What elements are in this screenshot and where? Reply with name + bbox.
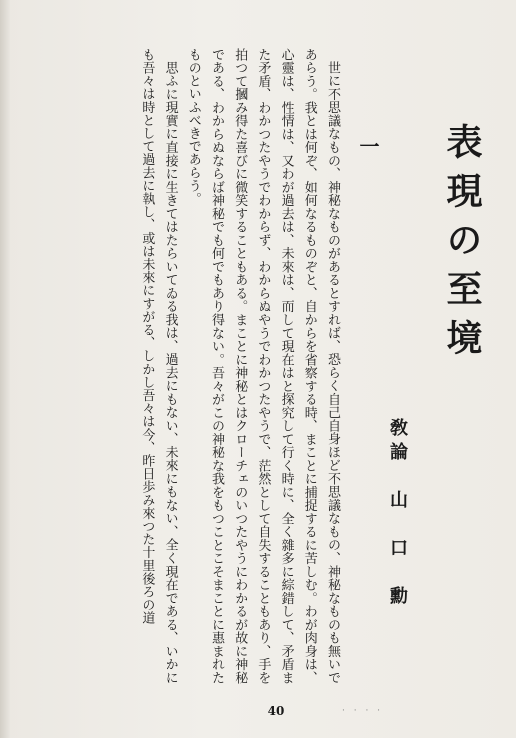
paragraph: 思ふに現實に直接に生きてはたらいてゐる我は、過去にもない、未來にもない、全く現在である、いかにも吾々は時として過去に執し、或は未來にすがる、しかし吾々は今、昨日歩み來つた十里後ろの道 bbox=[139, 48, 178, 684]
book-gutter bbox=[0, 0, 10, 738]
section-number: 一 bbox=[356, 136, 380, 156]
article-title: 表現の至境 bbox=[441, 123, 483, 368]
author-byline: 敎論 山 口 勳 bbox=[387, 418, 408, 610]
paragraph: 世に不思議なもの、神秘なものがあるとすれば、恐らく自己自身ほど不思議なもの、神秘なものも無いであらう。我とは何ぞ、如何なるものぞと、自からを省察する時、まことに捕捉するに苦しむ。わが肉身は、心靈は、性情は、又わが過去は、未來は、而して現在はと探究して行く時に、全く雜多に綜錯して、矛盾また矛盾、わかつたやうでわからず、わからぬやうでわかつたやうで、茫然として自失することもあり、手を拍つて摑み得た喜びに微笑することもある。まことに神秘とはクローチェのいつたやうにわかるが故に神秘である、わからぬならば神秘でも何でもあり得ない。吾々がこの神秘な我をもつことこそまことに惠まれたものといふべきであらう。 bbox=[185, 48, 340, 684]
page-number: 40 bbox=[267, 704, 285, 718]
footer-marks: · · · · bbox=[342, 706, 384, 716]
article-body bbox=[64, 48, 344, 684]
